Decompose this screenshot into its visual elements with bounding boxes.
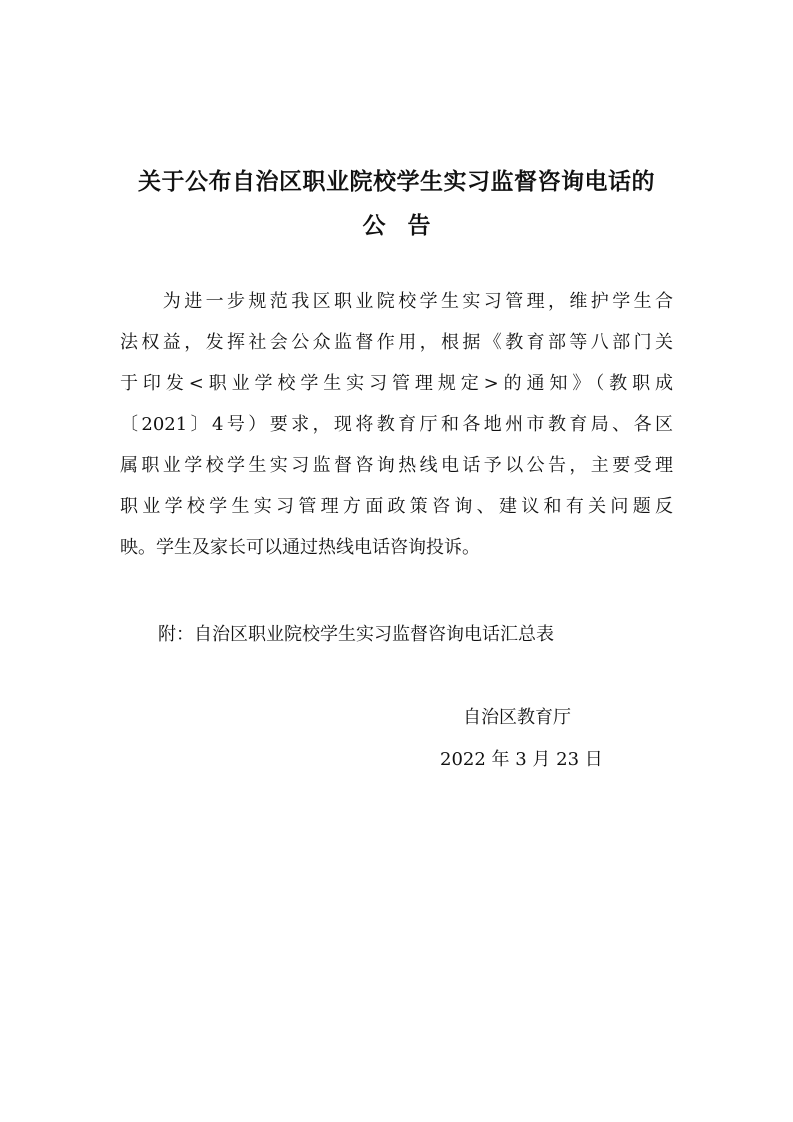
signature-date: 2022 年 3 月 23 日 (440, 749, 603, 770)
body-paragraph-line: 映。学生及家长可以通过热线电话咨询投诉。 (120, 537, 480, 558)
body-paragraph-line: 属职业学校学生实习监督咨询热线电话予以公告，主要受理 (120, 455, 673, 476)
body-paragraph-line: 职业学校学生实习管理方面政策咨询、建议和有关问题反 (120, 496, 673, 517)
page-title: 关于公布自治区职业院校学生实习监督咨询电话的 (138, 169, 655, 195)
body-paragraph-line: 为进一步规范我区职业院校学生实习管理，维护学生合 (120, 291, 673, 312)
page-subtitle: 公告 (362, 213, 453, 239)
body-paragraph-line: 〔2021〕4号）要求，现将教育厅和各地州市教育局、各区 (120, 414, 673, 435)
body-paragraph-line: 于印发<职业学校学生实习管理规定>的通知》（教职成 (120, 373, 673, 394)
attachment-note: 附：自治区职业院校学生实习监督咨询电话汇总表 (158, 624, 554, 645)
signature-organization: 自治区教育厅 (463, 707, 571, 728)
body-paragraph-line: 法权益，发挥社会公众监督作用，根据《教育部等八部门关 (120, 332, 673, 353)
